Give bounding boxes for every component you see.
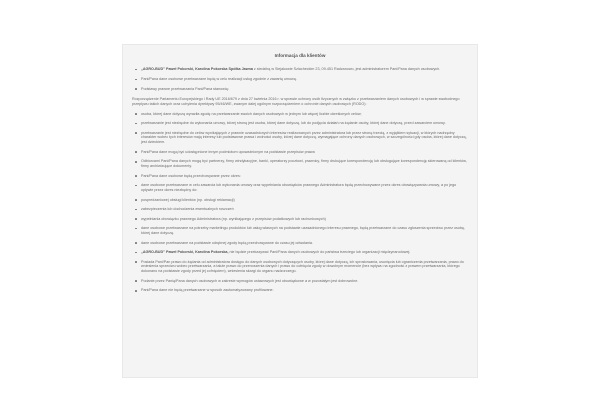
list-item-text: Pani/Pana dane osobowe będą przechowywane przez okres: [141,173,241,178]
list-item [132,67,468,72]
list-item-text: z siedzibą w Siejakowie Szlacheckim 23, 09-451 Radzanowo, jest administratorem Pani/Pana danych osobowych. [252,67,441,71]
list-item [132,250,468,255]
list-item [132,198,468,203]
list-item-text: Odbiorcami Pani/Pana danych mogą być partnerzy, firmy windykacyjne, banki, operatorzy pocztowi, prawnicy, firmy drukujące korespondencję lub obsługujące korespondencję skierowaną od klientów, firmy archiwizujące dokumenty. [141,159,467,169]
list-item [132,217,468,222]
company-name: „AGRO-BUD” Paweł Pokorski, Karolina Pokorska, [141,250,229,255]
list-item [132,288,468,293]
details-list [132,112,468,294]
list-item-text: osoba, której dane dotyczą wyraziła zgodę na przetwarzanie swoich danych osobowych w jednym lub więcej liczbie określonych celów; [141,111,362,116]
list-item [132,226,468,236]
list-item-text: przetwarzanie jest niezbędne do wykonania umowy, której stroną jest osoba, której dane dotyczą, lub do podjęcia działań na żądanie osoby, której dane dotyczą, przed zawarciem umowy. [141,121,446,126]
list-item [132,112,468,117]
list-item-text: pospredzaniowej obsługi klientów (np. obsługi reklamacji) [141,197,235,202]
list-item [132,260,468,275]
list-item-text: Posiada Pani/Pan prawo do żądania od administratora dostępu do danych osobowych dotyczących osoby, której dane dotyczą, ich sprostowania, usunięcia lub ograniczenia przetwarzania, prawo do wniesienia sprzeciwu wobec przetwarzania, a także prawo do przenoszenia danych i prawo do cofnięcia zgody w dowolnym momencie (bez wpływu na zgodność z prawem przetwarzania, którego dokonano na podstawie zgody przed jej cofnięciem), wniesienia skargi do organu nadzorczego. [141,259,464,274]
intro-list [132,67,468,92]
list-item-text: Podanie przez Panią/Pana danych osobowych w zakresie wymogów ustawowych jest obowiązkowe a w pozostałym jest dobrowolne. [141,278,359,283]
list-item [132,121,468,126]
company-name: „AGRO-BUD” Paweł Pokorski, Karolina Pokorska Spółka Jawna [141,67,253,71]
list-item [132,150,468,155]
list-item [132,77,468,82]
list-item-text: przetwarzanie jest niezbędne do celów wynikających z prawnie uzasadnionych interesów realizowanych przez administratora lub przez stronę trzecią, z wyjątkiem sytuacji, w których nadrzędny charakter wobec tych interesów mają interesy lub podstawowe prawa i wolności osoby, której dane dotyczą, wymagające ochrony danych osobowych, w szczególności gdy osoba, której dane dotyczą, jest dzieckiem. [141,130,467,145]
privacy-info-panel [122,44,478,378]
list-item-text: zabezpieczenia lub dochodzenia ewentualnych roszczeń [141,207,234,212]
list-item [132,279,468,284]
list-item [132,241,468,246]
list-item-text: Podstawy prawne przetwarzania Pani/Pana stanowią: [141,86,229,91]
list-item [132,159,468,169]
list-item [132,174,468,179]
list-item-text: Pani/Pana dane nie będą przetwarzane w sposób zautomatyzowany profilowane. [141,288,274,293]
page-title: Informacja dla klientów [274,53,326,58]
list-item [132,87,468,92]
list-item [132,183,468,193]
list-item-text: Pani/Pana dane osobowe przetwarzane będą w celu realizacji usług zgodnie z zawartą umową. [141,76,297,81]
list-item-text: dane osobowe przetwarzane na podstawie odrębnej zgody będą przechowywane do czasu jej odwołania. [141,240,313,245]
list-item [132,131,468,146]
list-item [132,207,468,212]
regulation-paragraph: Rozporządzenie Parlamentu Europejskiego i Rady UE 2016/679 z dnia 27 kwietnia 2016 r. w sprawie ochrony osób fizycznych w związku z przetwarzaniem danych osobowych i w sprawie swobodnego przepływu takich danych oraz uchylenia dyrektywy 95/46/WE, zwanym dalej ogólnym rozporządzeniem o ochronie danych osobowych (RODO): [132,96,460,106]
list-item-text: dane osobowe przetwarzane w celu zawarcia lub wykonania umowy oraz wypełniania obowiązków prawnego Administratora będą przechowywane przez okres obowiązywania umowy, a po jego upływie przez okres niezbędny do: [141,183,457,193]
list-item-text: nie będzie przekazywać Pani/Pana danych osobowych do państwa trzeciego lub organizacji międzynarodowej. [228,250,411,255]
list-item-text: wypełniania obowiązku prawnego Administratora (np. wynikającego z przepisów podatkowych lub rachunkowych) [141,216,326,221]
list-item-text: dane osobowe przetwarzane na potrzeby marketingu produktów lub usług własnych na podstawie uzasadnionego interesu prawnego, będą przetwarzane do czasu zgłoszenia sprzeciwu przez osobę, której dane dotyczą. [141,226,466,236]
list-item-text: Pani/Pana dane mogą być udostępnione innym podmiotom upoważnionym na podstawie przepisów prawa [141,149,315,154]
